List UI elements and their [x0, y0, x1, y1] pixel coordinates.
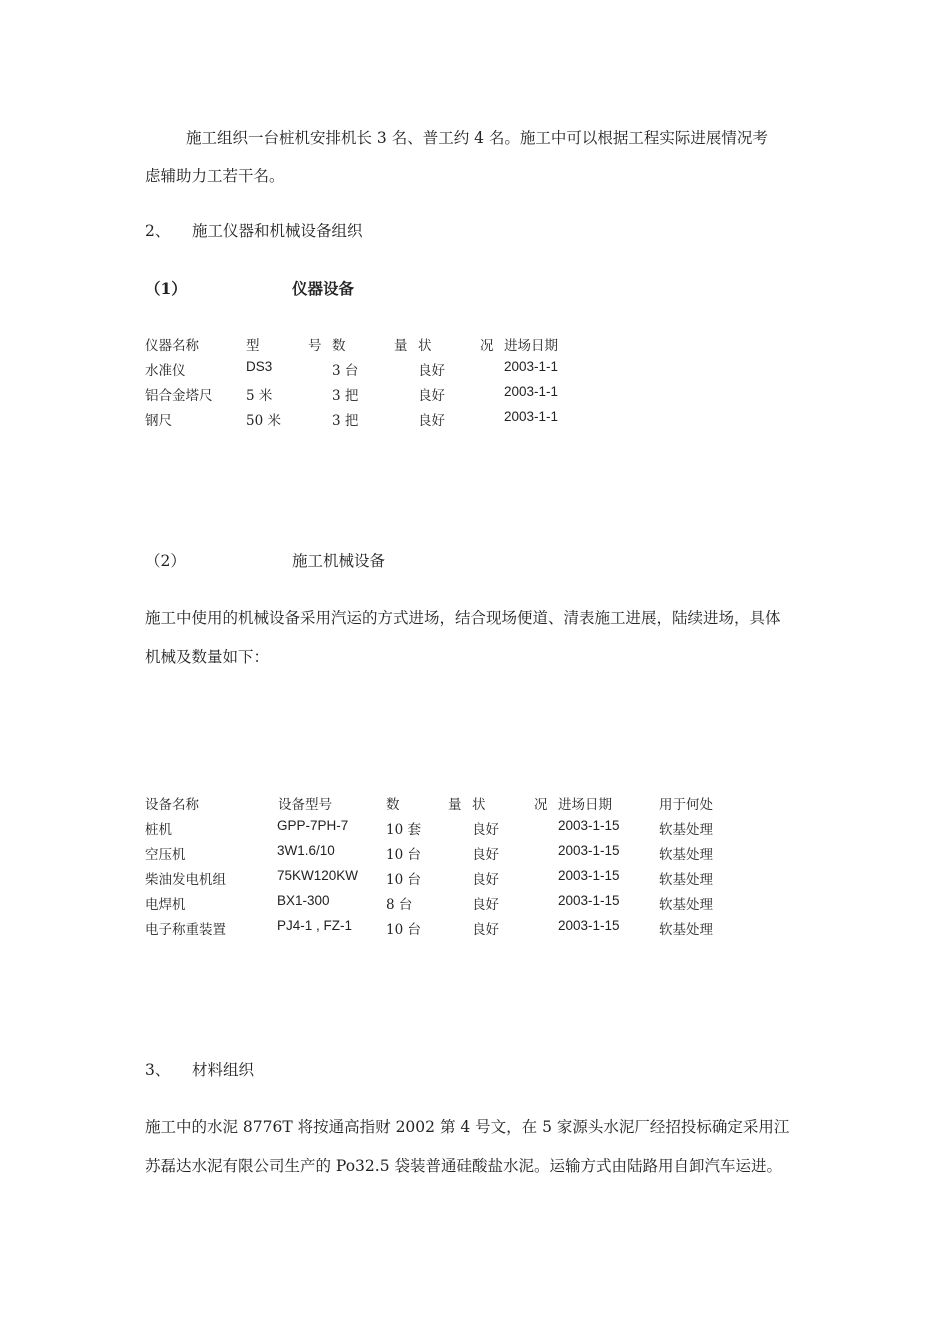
cell-date: 2003-1-1	[504, 359, 559, 374]
cell-qty: 10 台	[386, 922, 421, 938]
cell-state: 良好	[472, 822, 499, 838]
cell-date: 2003-1-1	[504, 409, 559, 424]
cell-state: 良好	[418, 388, 445, 404]
cell-qty: 3 台	[332, 363, 359, 379]
cell-model: BX1-300	[277, 893, 330, 908]
machines-intro-line-1: 施工中使用的机械设备采用汽运的方式进场，结合现场便道、清表施工进展，陆续进场，具体	[145, 609, 781, 627]
cell-qty: 10 台	[386, 872, 421, 888]
cell-name: 桩机	[145, 822, 172, 838]
header-model-1: 型	[246, 338, 260, 354]
materials-line-1: 施工中的水泥 8776T 将按通高指财 2002 第 4 号文，在 5 家源头水泥厂经招投标确定采用江	[145, 1118, 790, 1136]
header-name: 设备名称	[145, 797, 199, 813]
header-qty-1: 数	[332, 338, 346, 354]
cell-date: 2003-1-1	[504, 384, 559, 399]
cell-state: 良好	[472, 847, 499, 863]
header-model-2: 号	[308, 338, 322, 354]
subsection-1-title: 仪器设备	[292, 279, 355, 298]
header-usage: 用于何处	[659, 797, 713, 813]
header-state-1: 状	[418, 338, 432, 354]
cell-name: 空压机	[145, 847, 186, 863]
cell-usage: 软基处理	[659, 822, 713, 838]
cell-date: 2003-1-15	[558, 918, 620, 933]
section-2-title: 施工仪器和机械设备组织	[192, 222, 363, 240]
cell-qty: 8 台	[386, 897, 413, 913]
subsection-1-number: （1）	[145, 279, 187, 298]
cell-state: 良好	[418, 363, 445, 379]
cell-usage: 软基处理	[659, 847, 713, 863]
cell-usage: 软基处理	[659, 897, 713, 913]
cell-model: PJ4-1 , FZ-1	[277, 918, 353, 933]
cell-name: 水准仪	[145, 363, 186, 379]
cell-qty: 10 台	[386, 847, 421, 863]
section-3-number: 3、	[145, 1061, 171, 1079]
cell-model: 5 米	[246, 388, 273, 404]
cell-qty: 3 把	[332, 388, 359, 404]
cell-model: 3W1.6/10	[277, 843, 335, 858]
intro-line-1: 施工组织一台桩机安排机长 3 名、普工约 4 名。施工中可以根据工程实际进展情况考	[186, 129, 768, 147]
cell-name: 铝合金塔尺	[145, 388, 213, 404]
section-3-title: 材料组织	[192, 1061, 255, 1079]
cell-model: 75KW120KW	[277, 868, 359, 883]
section-2-number: 2、	[145, 222, 171, 240]
cell-state: 良好	[472, 897, 499, 913]
header-name: 仪器名称	[145, 338, 199, 354]
cell-date: 2003-1-15	[558, 893, 620, 908]
cell-name: 柴油发电机组	[145, 872, 226, 888]
intro-line-2: 虑辅助力工若干名。	[145, 167, 285, 185]
cell-model: 50 米	[246, 413, 281, 429]
cell-state: 良好	[472, 872, 499, 888]
cell-usage: 软基处理	[659, 872, 713, 888]
header-state-1: 状	[472, 797, 486, 813]
header-qty-1: 数	[386, 797, 400, 813]
header-date: 进场日期	[504, 338, 558, 354]
cell-name: 电子称重装置	[145, 922, 226, 938]
cell-model: DS3	[246, 359, 273, 374]
header-model: 设备型号	[278, 797, 332, 813]
cell-name: 钢尺	[145, 413, 172, 429]
cell-state: 良好	[472, 922, 499, 938]
header-date: 进场日期	[558, 797, 612, 813]
materials-line-2: 苏磊达水泥有限公司生产的 Po32.5 袋装普通硅酸盐水泥。运输方式由陆路用自卸汽车运进。	[145, 1157, 783, 1175]
cell-qty: 10 套	[386, 822, 421, 838]
cell-date: 2003-1-15	[558, 843, 620, 858]
header-qty-2: 量	[394, 338, 408, 354]
header-state-2: 况	[534, 797, 548, 813]
cell-usage: 软基处理	[659, 922, 713, 938]
subsection-2-title: 施工机械设备	[292, 552, 386, 570]
header-qty-2: 量	[448, 797, 462, 813]
cell-qty: 3 把	[332, 413, 359, 429]
cell-name: 电焊机	[145, 897, 186, 913]
header-state-2: 况	[480, 338, 494, 354]
cell-date: 2003-1-15	[558, 818, 620, 833]
machines-intro-line-2: 机械及数量如下：	[145, 648, 270, 666]
subsection-2-number: （2）	[145, 552, 186, 570]
cell-date: 2003-1-15	[558, 868, 620, 883]
cell-state: 良好	[418, 413, 445, 429]
cell-model: GPP-7PH-7	[277, 818, 349, 833]
